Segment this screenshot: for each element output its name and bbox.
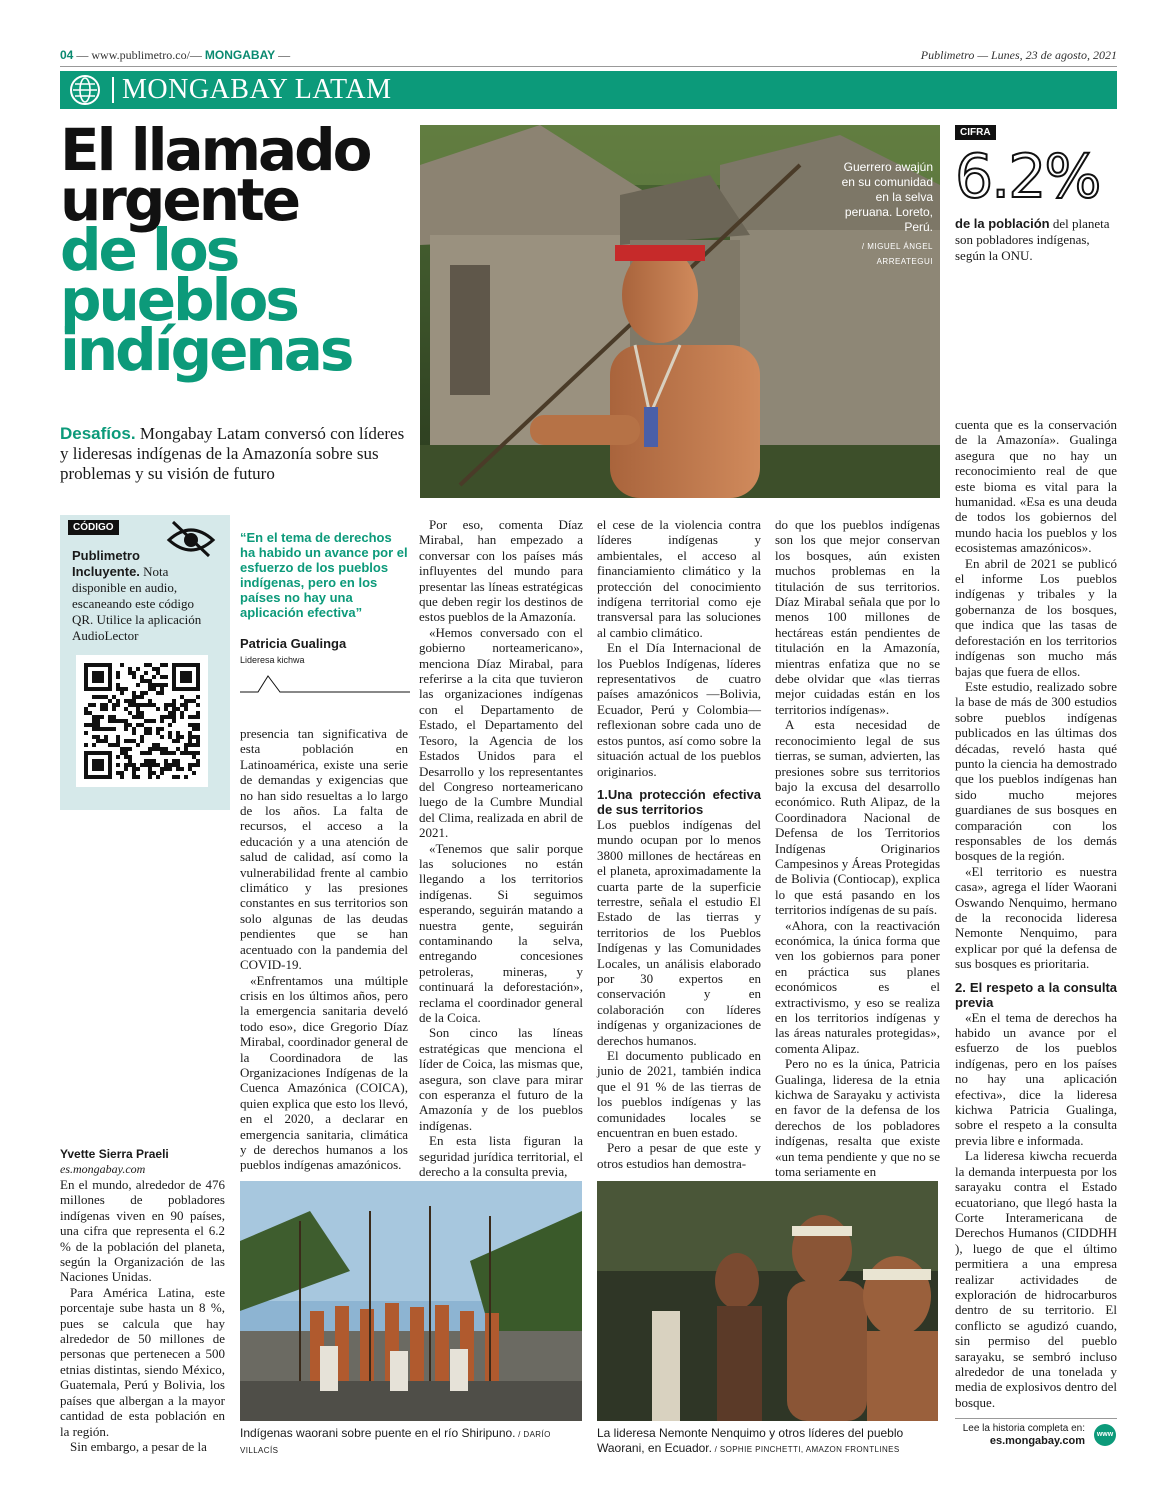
qr-code[interactable]: [76, 655, 208, 787]
codigo-body: Nota disponible en audio, escaneando este código QR. Utilice la aplicación AudioLector: [72, 564, 202, 643]
section-band: [60, 71, 1117, 109]
headline-line-3: de los: [60, 216, 238, 284]
body-paragraph: Este estudio, realizado sobre la base de más de 300 estudios sobre pueblos indígenas publicados en las últimas dos décadas, reveló hasta qué punto la ciencia ha demostrado que los pueblos indígenas han sido mucho mejores guardianes de sus bosques en comparación con los responsables de los demás bosques de la región.: [955, 678, 1117, 864]
body-paragraph: A esta necesidad de reconocimiento legal de sus tierras, se suman, advierten, las presiones sobre sus territorios bajo la excusa del desarrollo económico. Ruth Alipaz, de la Coordinadora Nacional de Defensa de los Territorios Indígenas Originarios Campesinos y Áreas Protegidas de Bolivia (Contiocap), explica lo que está pasando en los territorios indígenas de su país.: [775, 717, 941, 918]
body-paragraph: cuenta que es la conservación de la Amazonía». Gualinga asegura que no hay un reconocimiento real de que este bioma es vital para la humanidad. «Esa es una deuda de todos los gobiernos del mundo hacia los pueblos y los ecosistemas amazónicos».: [955, 417, 1117, 556]
deck-kicker: Desafíos.: [60, 424, 136, 443]
photo2-caption-text: Indígenas waorani sobre puente en el río Shiripuno.: [240, 1426, 516, 1440]
body-paragraph: En el Día Internacional de los Pueblos Indígenas, líderes representativos de cuatro países amazónicos —Bolivia, Ecuador, Perú y Colombia— reflexionan sobre cada uno de estos puntos, así como sobre la situación actual de los pueblos originarios.: [597, 640, 761, 779]
cifra-label: CIFRA: [955, 125, 996, 140]
body-paragraph: presencia tan significativa de esta población en Latinoamérica, existe una serie de demandas y exigencias que no han sido resueltas a lo largo de los años. La falta de recursos, el acceso a la educación y a una atención de salud de calidad, así como la vulnerabilidad frente al cambio climático y las presiones constantes en sus territorios son solo algunas de las deudas pendientes que se han acentuado con la pandemia del COVID-19.: [240, 726, 408, 973]
photo3-caption-text: La lideresa Nemonte Nenquimo y otros líderes del pueblo Waorani, en Ecuador.: [597, 1426, 904, 1455]
photo3-credit: / SOPHIE PINCHETTI, AMAZON FRONTLINES: [711, 1445, 900, 1454]
body-paragraph: En abril de 2021 se publicó el informe Los pueblos indígenas y tribales y la gobernanza de los bosques, que indica que las tasas de deforestación en los territorios indígenas son mucho más bajas que fuera de ellos.: [955, 555, 1117, 679]
cifra-number: 6.2%: [955, 142, 1100, 212]
byline-site: es.mongabay.com: [60, 1162, 146, 1176]
photo-nemonte-nenquimo: [597, 1181, 938, 1421]
body-paragraph: «El territorio es nuestra casa», agrega el líder Waorani Oswando Nenquimo, hermano de la reconocida lideresa Nemonte Nenquimo, para explicar por qué la defensa de sus bosques es prioritaria.: [955, 863, 1117, 972]
main-photo-caption-text: Guerrero awajún en su comunidad en la selva peruana. Loreto, Perú.: [841, 160, 933, 234]
body-paragraph: Para América Latina, este porcentaje sube hasta un 8 %, pues se calcula que hay alrededor de 50 millones de personas que pertenecen a 500 etnias distintas, siendo México, Guatemala, Perú y Bolivia, los países que albergan a la mayor cantidad de esta población en la región.: [60, 1284, 225, 1439]
body-paragraph: «En el tema de derechos ha habido un avance por el esfuerzo de los pueblos indígenas, pero en los países no hay una aplicación efectiva», dice la lideresa kichwa Patricia Gualinga, sobre el respeto a la consulta previa libre e informada.: [955, 1009, 1117, 1148]
main-photo-credit: / MIGUEL ÁNGEL ARREATEGUI: [861, 242, 933, 266]
headline: [60, 116, 410, 384]
body-paragraph: En el mundo, alrededor de 476 millones de pobladores indígenas viven en 90 países, una cifra que representa el 6.2 % de la población del planeta, según la Organización de las Naciones Unidas.: [60, 1177, 225, 1285]
quote-role: Lideresa kichwa: [240, 655, 305, 665]
body-column-4: [597, 517, 761, 1171]
cifra-text-bold: de la población: [955, 216, 1050, 231]
globe-icon: [70, 75, 100, 105]
site-url: — www.publimetro.co/—: [76, 48, 202, 62]
cifra-text-rest: del planeta son pobladores indígenas, según la ONU.: [955, 216, 1110, 263]
photo2-credit: / DARÍO VILLACÍS: [240, 1430, 551, 1455]
photo2-caption: [240, 1426, 582, 1458]
body-paragraph: «Enfrentamos una múltiple crisis en los últimos años, pero la emergencia sanitaria develó todo eso», dice Gregorio Díaz Mirabal, coordinador general de la Coordinadora de las Organizaciones Indígenas de la Cuenca Amazónica (COICA), quien explica que esto los llevó, en el 2020, a declarar en emergencia sanitaria, climática y de derechos humanos a los pueblos indígenas amazónicos.: [240, 972, 408, 1173]
body-paragraph: Pero a pesar de que este y otros estudios han demostra-: [597, 1140, 761, 1171]
body-column-1: [60, 1177, 225, 1454]
footer-note: [955, 1423, 1085, 1448]
section-name: MONGABAY: [204, 48, 276, 62]
header-rule: [60, 66, 1117, 67]
body-paragraph: Pero no es la única, Patricia Gualinga, lideresa de la etnia kichwa de Sarayaku y activista en favor de la defensa de los derechos de los pobladores indígenas, resalta que existe «un tema pendiente y que no se toma seriamente en: [775, 1056, 940, 1180]
running-header-left: [60, 48, 290, 66]
photo-waorani-bridge: [240, 1181, 582, 1421]
codigo-bold: Publimetro Incluyente.: [72, 548, 140, 579]
band-divider: [112, 77, 114, 103]
main-photo-caption: [838, 160, 933, 269]
headline-line-5: indígenas: [60, 316, 352, 384]
headline-line-4: pueblos: [60, 266, 297, 334]
quote-rule: [240, 672, 410, 694]
subhead-2: 2. El respeto a la consulta previa: [955, 979, 1117, 1010]
body-paragraph: Sin embargo, a pesar de la: [70, 1438, 207, 1454]
footer-site-link[interactable]: es.mongabay.com: [989, 1435, 1085, 1447]
section-dash: —: [278, 48, 291, 62]
footer-rule: [955, 1418, 1117, 1419]
photo3-caption: [597, 1426, 938, 1457]
pull-quote: “En el tema de derechos ha habido un avance por el esfuerzo de los pueblos indígenas, pero en los países no hay una aplicación efectiva”: [240, 530, 408, 620]
www-badge-icon[interactable]: www: [1094, 1424, 1116, 1446]
page-number: 04: [60, 48, 74, 62]
footer-note-text: Lee la historia completa en:: [962, 1423, 1085, 1434]
headline-line-2: urgente: [60, 166, 299, 234]
body-paragraph: «Tenemos que salir porque las soluciones no están llegando a los territorios indígenas. Si seguimos esperando, seguirán matando a nuestra gente, seguirán contaminando la selva, entregando concesiones petroleras, mineras, y continuará la deforestación», reclama el coordinador general de la Coica.: [419, 840, 583, 1025]
body-paragraph: Son cinco las líneas estratégicas que menciona el líder de Coica, las mismas que, asegura, son clave para mirar con esperanza el futuro de la Amazonía y de los pueblos indígenas.: [419, 1025, 583, 1133]
subhead-1: 1.Una protección efectiva de sus territorios: [597, 786, 761, 817]
running-header-date: Publimetro — Lunes, 23 de agosto, 2021: [920, 48, 1117, 62]
body-paragraph: «Ahora, con la reactivación económica, la única forma que ven los gobiernos para poner en práctica sus planes económicos es el extractivismo, y eso se realiza en los territorios indígenas y las áreas naturales protegidas», comenta Alipaz.: [775, 917, 940, 1056]
body-paragraph: La lideresa kiwcha recuerda la demanda interpuesta por los sarayaku contra el Estado ecuatoriano, que llegó hasta la Corte Interamericana de Derechos Humanos (CIDDHH ), luego de que el último permitiera a una empresa realizar actividades de exploración de hidrocarburos dentro de su territorio. El conflicto se agudizó cuando, sin permiso del pueblo sarayaku, se sembró incluso alrededor de una tonelada y media de explosivos dentro del bosque.: [955, 1148, 1117, 1410]
body-paragraph: do que los pueblos indígenas son los que mejor conservan los bosques, aún existen muchos problemas en la titulación de sus territorios. Díaz Mirabal señala que por lo menos 100 millones de hectáreas están pendientes de titulación en la Amazonía, mientras enfatiza que no se debe olvidar que «las tierras mejor cuidadas están en los territorios indígenas».: [775, 517, 940, 717]
quote-author: Patricia Gualinga: [240, 636, 347, 651]
body-paragraph: «Hemos conversado con el gobierno norteamericano», menciona Díaz Mirabal, para referirse a la cita que tuvieron las organizaciones indígenas con el Departamento de Estado, el Departamento del Tesoro, la Agencia de los Estados Unidos para el Desarrollo y los representantes del Congreso norteamericano luego de la Cumbre Mundial del Clima, realizada en abril de 2021.: [419, 624, 583, 841]
codigo-label: CÓDIGO: [68, 520, 119, 535]
body-paragraph: El documento publicado en junio de 2021, también indica que el 91 % de las tierras de los pueblos indígenas y las comunidades locales se encuentran en buen estado.: [597, 1048, 761, 1141]
deck: [60, 424, 405, 484]
band-title: MONGABAY LATAM: [122, 74, 392, 105]
body-column-5: [775, 517, 941, 1180]
codigo-text: [72, 548, 207, 644]
body-column-6: [955, 417, 1117, 1410]
body-paragraph: el cese de la violencia contra líderes indígenas y ambientales, el acceso al financiamiento climático y la protección del conocimiento indígena territorial como eje transversal para las soluciones al cambio climático.: [597, 517, 761, 640]
body-paragraph: Los pueblos indígenas del mundo ocupan por lo menos 3800 millones de hectáreas en el planeta, aproximadamente la cuarta parte de la superficie terrestre, señala el estudio El Estado de las tierras y territorios de los Pueblos Indígenas y las Comunidades Locales, un análisis elaborado por 30 expertos en conservación y en colaboración con líderes indígenas y organizaciones de derechos humanos.: [597, 816, 761, 1048]
body-column-3: [419, 517, 583, 1180]
body-column-2: [240, 726, 408, 1173]
deck-text: Mongabay Latam conversó con líderes y lideresas indígenas de la Amazonía sobre sus problemas y su visión de futuro: [60, 424, 405, 483]
byline-author: Yvette Sierra Praeli: [60, 1147, 169, 1161]
cifra-text: [955, 216, 1115, 264]
headline-line-1: El llamado: [60, 116, 370, 184]
body-paragraph: En esta lista figuran la seguridad jurídica territorial, el derecho a la consulta previa,: [419, 1133, 583, 1180]
body-paragraph: Por eso, comenta Díaz Mirabal, han empezado a conversar con los países más influyentes del mundo para presentar las líneas estratégicas que deben regir los destinos de estos pueblos de la Amazonía.: [419, 517, 583, 625]
